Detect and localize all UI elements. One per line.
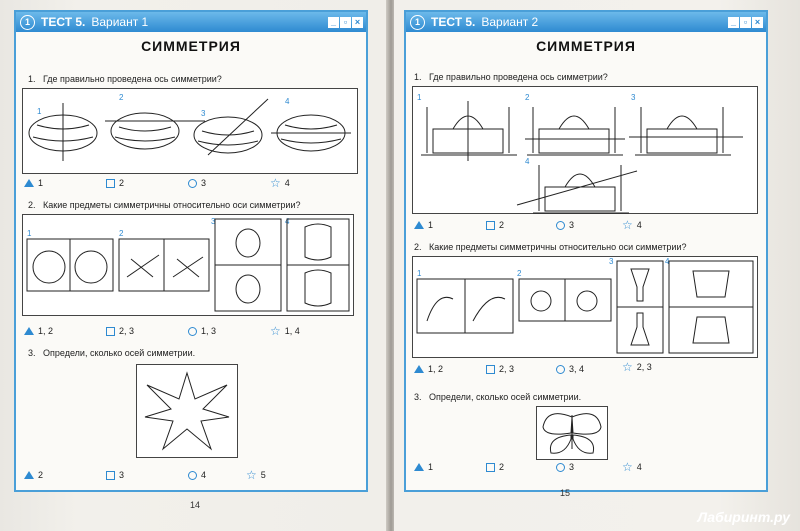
triangle-icon bbox=[24, 327, 34, 335]
triangle-icon bbox=[24, 179, 34, 187]
star-icon: ☆ bbox=[622, 460, 633, 474]
q1-answer-1[interactable]: 1 bbox=[414, 220, 433, 230]
right-page bbox=[394, 0, 800, 531]
circle-icon bbox=[556, 221, 565, 230]
q2-image-strip: 1 2 3 4 bbox=[22, 214, 354, 316]
question-2: 2. Какие предметы симметричны относительно оси симметрии? bbox=[28, 200, 301, 210]
square-icon bbox=[106, 471, 115, 480]
triangle-icon bbox=[414, 221, 424, 229]
q2-answer-1[interactable]: 1, 2 bbox=[414, 364, 443, 374]
test-frame-right bbox=[404, 10, 768, 492]
q2-answer-2[interactable]: 2, 3 bbox=[106, 326, 134, 336]
page-heading: СИММЕТРИЯ bbox=[536, 38, 636, 54]
minimize-icon: _ bbox=[728, 17, 739, 28]
q2-answer-4[interactable]: ☆ 1, 4 bbox=[270, 324, 300, 338]
question-3: 3. Определи, сколько осей симметрии. bbox=[414, 392, 582, 402]
test-number-badge: 1 bbox=[20, 15, 35, 30]
q3-answer-4[interactable]: ☆ 5 bbox=[246, 468, 266, 482]
page-number-left: 14 bbox=[190, 500, 201, 510]
q3-answer-1[interactable]: 1 bbox=[414, 462, 433, 472]
question-1: 1. Где правильно проведена ось симметрии? bbox=[414, 72, 608, 82]
q3-answer-2[interactable]: 2 bbox=[486, 462, 504, 472]
page-number-right: 15 bbox=[560, 488, 571, 498]
q2-answer-1[interactable]: 1, 2 bbox=[24, 326, 53, 336]
circle-icon bbox=[188, 327, 197, 336]
q1-answer-3[interactable]: 3 bbox=[188, 178, 206, 188]
variant-label: Вариант 2 bbox=[481, 15, 539, 29]
circle-icon bbox=[188, 471, 197, 480]
q3-image bbox=[536, 406, 608, 460]
question-1: 1. Где правильно проведена ось симметрии? bbox=[28, 74, 222, 84]
triangle-icon bbox=[414, 463, 424, 471]
spinning-tops-illustration bbox=[23, 89, 357, 173]
q3-answer-2[interactable]: 3 bbox=[106, 470, 124, 480]
star-icon: ☆ bbox=[270, 176, 281, 190]
square-icon bbox=[486, 365, 495, 374]
circle-icon bbox=[188, 179, 197, 188]
q2-answer-2[interactable]: 2, 3 bbox=[486, 364, 514, 374]
question-2: 2. Какие предметы симметричны относительно оси симметрии? bbox=[414, 242, 687, 252]
titlebar-right bbox=[406, 12, 766, 32]
q2-label-4: 4 bbox=[285, 217, 290, 226]
q1-answer-2[interactable]: 2 bbox=[106, 178, 124, 188]
butterfly-illustration bbox=[537, 407, 607, 459]
star-icon: ☆ bbox=[622, 218, 633, 232]
q1-answer-2[interactable]: 2 bbox=[486, 220, 504, 230]
circle-icon bbox=[556, 365, 565, 374]
star-icon: ☆ bbox=[270, 324, 281, 338]
triangle-icon bbox=[24, 471, 34, 479]
star-icon: ☆ bbox=[622, 360, 633, 374]
q3-answer-3[interactable]: 4 bbox=[188, 470, 206, 480]
q1-answer-3[interactable]: 3 bbox=[556, 220, 574, 230]
close-icon: × bbox=[752, 17, 763, 28]
test-frame-left bbox=[14, 10, 368, 492]
close-icon: × bbox=[352, 17, 363, 28]
titlebar-left bbox=[16, 12, 366, 32]
test-title: ТЕСТ 5. bbox=[431, 15, 476, 29]
q2-answer-3[interactable]: 3, 4 bbox=[556, 364, 584, 374]
symmetric-objects-illustration bbox=[413, 257, 757, 357]
q1-image-strip: 1 2 3 4 bbox=[22, 88, 358, 174]
symmetric-objects-illustration bbox=[23, 215, 353, 315]
q2-label-4: 4 bbox=[665, 257, 670, 266]
test-title: ТЕСТ 5. bbox=[41, 15, 86, 29]
q1-answer-1[interactable]: 1 bbox=[24, 178, 43, 188]
q2-image-strip: 1 2 3 4 bbox=[412, 256, 758, 358]
circle-icon bbox=[556, 463, 565, 472]
triangle-icon bbox=[414, 365, 424, 373]
q2-answer-3[interactable]: 1, 3 bbox=[188, 326, 216, 336]
test-number-badge: 1 bbox=[410, 15, 425, 30]
q3-answer-4[interactable]: ☆ 4 bbox=[622, 460, 642, 474]
q1-answer-4[interactable]: ☆ 4 bbox=[622, 218, 642, 232]
minimize-icon: _ bbox=[328, 17, 339, 28]
square-icon bbox=[106, 179, 115, 188]
square-icon bbox=[486, 221, 495, 230]
star-icon: ☆ bbox=[246, 468, 257, 482]
page-heading: СИММЕТРИЯ bbox=[141, 38, 241, 54]
star-shape-illustration bbox=[137, 365, 237, 457]
q1-answer-4[interactable]: ☆ 4 bbox=[270, 176, 290, 190]
q2-answer-4[interactable]: ☆ 2, 3 bbox=[622, 360, 652, 374]
question-3: 3. Определи, сколько осей симметрии. bbox=[28, 348, 196, 358]
q3-image bbox=[136, 364, 238, 458]
square-icon bbox=[486, 463, 495, 472]
variant-label: Вариант 1 bbox=[91, 15, 149, 29]
labirint-watermark: Лабиринт.ру bbox=[697, 509, 790, 525]
restore-icon: ▫ bbox=[740, 17, 751, 28]
square-icon bbox=[106, 327, 115, 336]
restore-icon: ▫ bbox=[340, 17, 351, 28]
taj-mahal-illustration bbox=[413, 87, 757, 213]
left-page bbox=[0, 0, 388, 531]
q1-image-strip: 1 2 3 4 bbox=[412, 86, 758, 214]
q3-answer-1[interactable]: 2 bbox=[24, 470, 43, 480]
q3-answer-3[interactable]: 3 bbox=[556, 462, 574, 472]
